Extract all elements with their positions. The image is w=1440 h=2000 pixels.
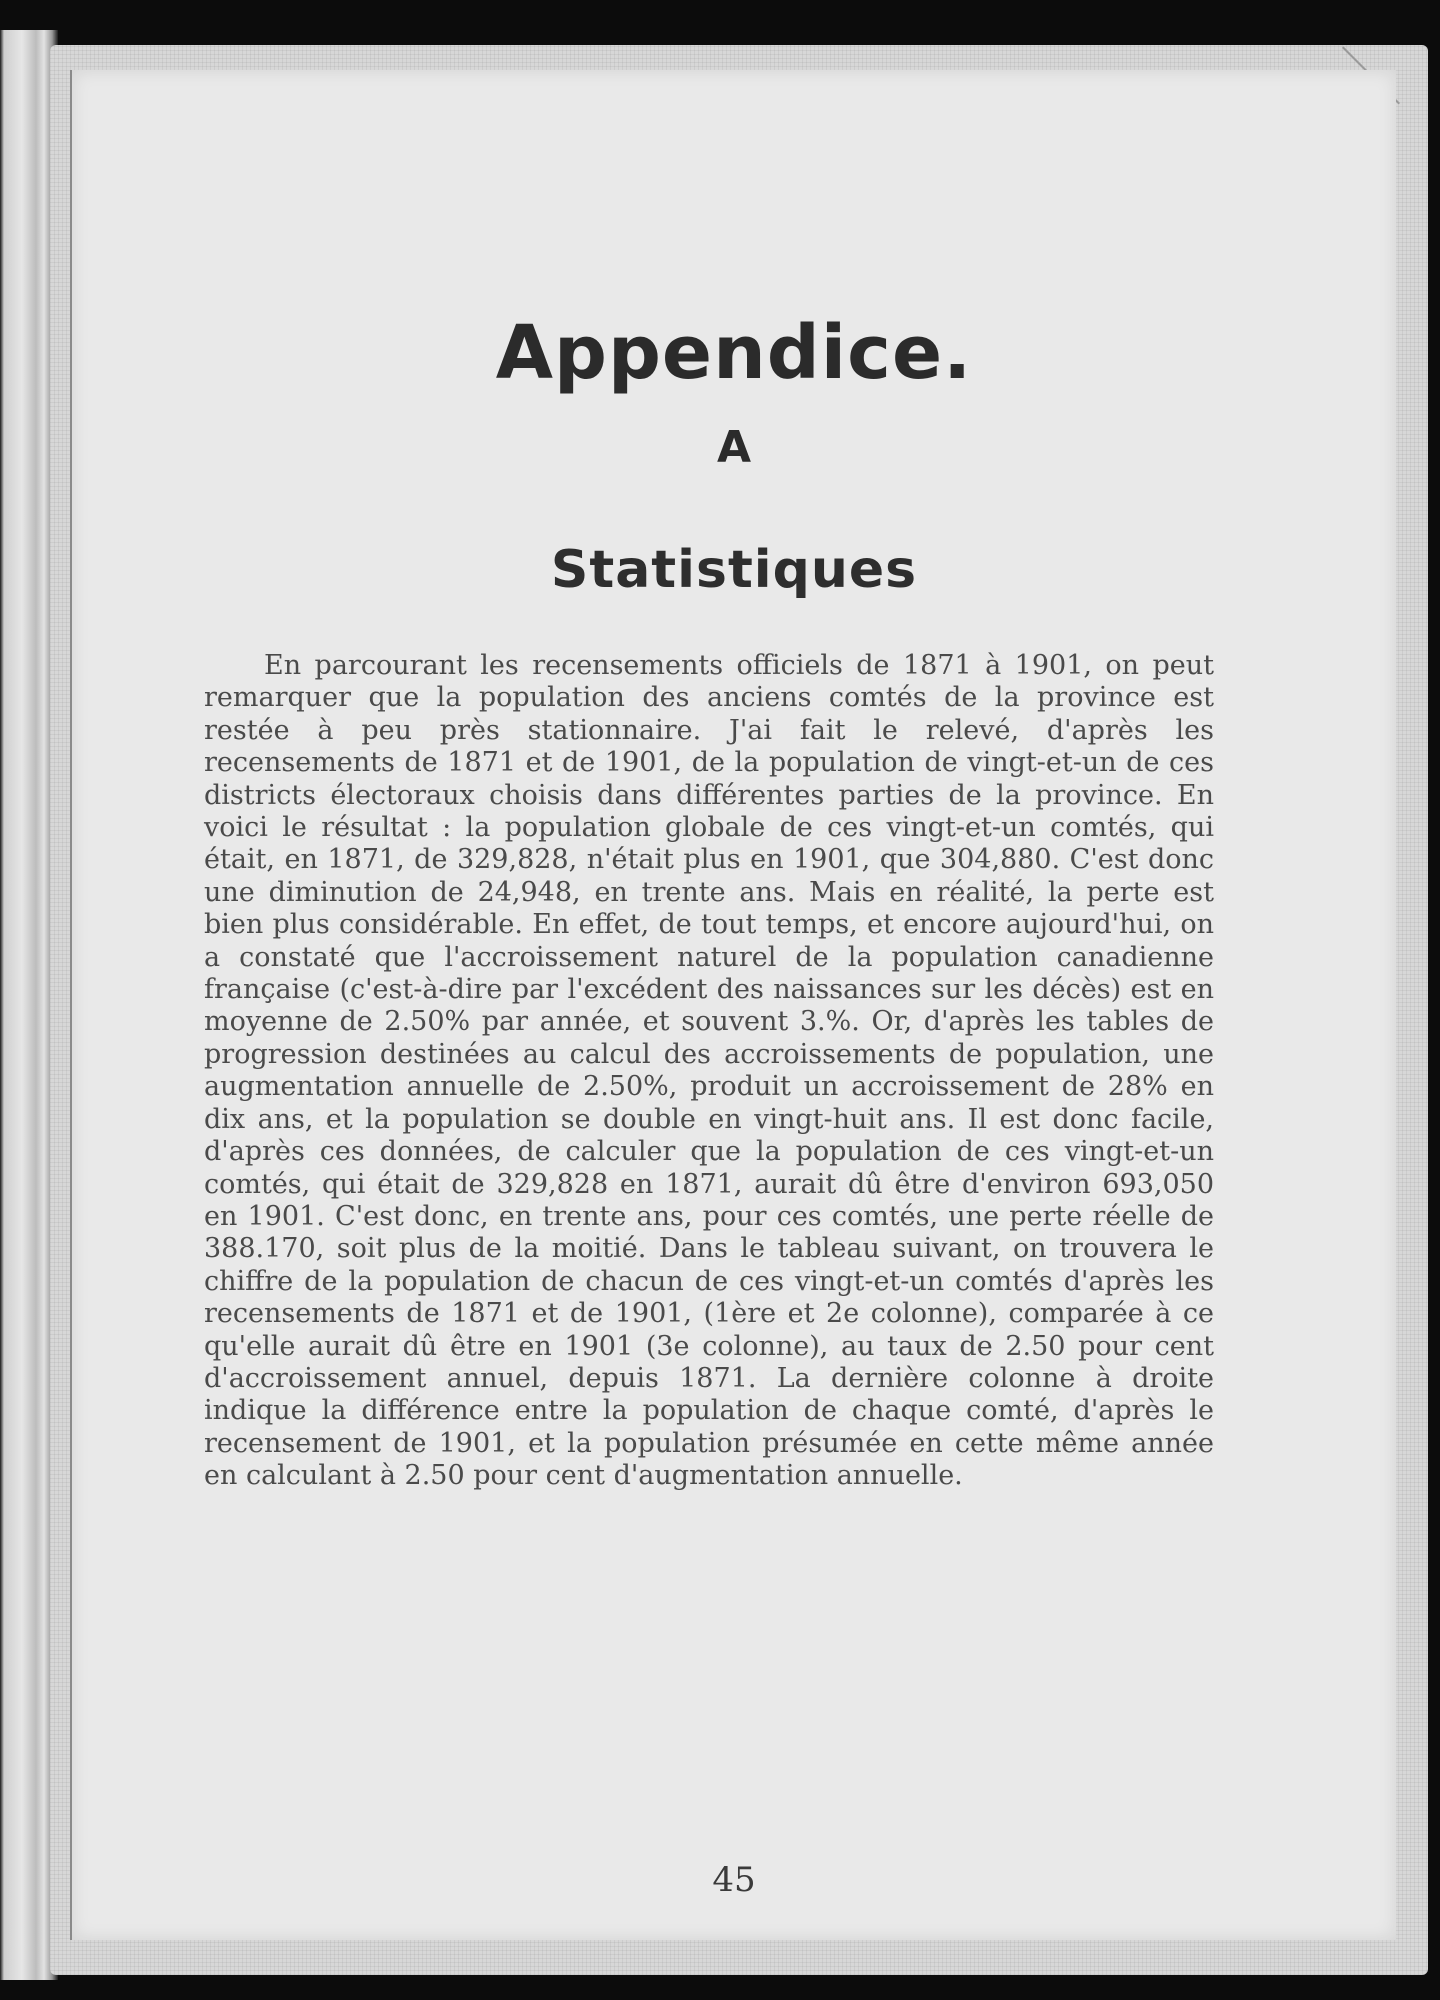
page-number: 45 — [712, 1860, 756, 1900]
section-letter: A — [716, 422, 752, 473]
body-paragraph: En parcourant les recensements officiels de 1871 à 1901, on peut remarquer que la population des anciens comtés de la province est restée à peu près stationnaire. J'ai fait le relevé, d'après les recensements de 1871 et de 1901, de la population de vingt-et-un de ces districts électoraux choisis dans différentes parties de la province. En voici le résultat : la population globale de ces vingt-et-un comtés, qui était, en 1871, de 329,828, n'était plus en 1901, que 304,880. C'est donc une diminution de 24,948, en trente ans. Mais en réalité, la perte est bien plus considérable. En effet, de tout temps, et encore aujourd'hui, on a constaté que l'accroissement naturel de la population canadienne française (c'est-à-dire par l'excédent des naissances sur les décès) est en moyenne de 2.50% par année, et souvent 3.%. Or, d'après les tables de progression destinées au calcul des accroissements de population, une augmentation annuelle de 2.50%, produit un accroissement de 28% en dix ans, et la population se double en vingt-huit ans. Il est donc facile, d'après ces données, de calculer que la population de ces vingt-et-un comtés, qui était de 329,828 en 1871, aurait dû être d'environ 693,050 en 1901. C'est donc, en trente ans, pour ces comtés, une perte réelle de 388.170, soit plus de la moitié. Dans le tableau suivant, on trouvera le chiffre de la population de chacun de ces vingt-et-un comtés d'après les recensements de 1871 et de 1901, (1ère et 2e colonne), comparée à ce qu'elle aurait dû être en 1901 (3e colonne), au taux de 2.50 pour cent d'accroissement annuel, depuis 1871. La dernière colonne à droite indique la différence entre la population de chaque comté, d'après le recensement de 1901, et la population présumée en cette même année en calculant à 2.50 pour cent d'augmentation annuelle. — [204, 650, 1214, 1492]
page-title: Appendice. — [495, 310, 973, 396]
page-sheet — [70, 70, 1396, 1940]
section-subtitle: Statistiques — [550, 540, 918, 600]
